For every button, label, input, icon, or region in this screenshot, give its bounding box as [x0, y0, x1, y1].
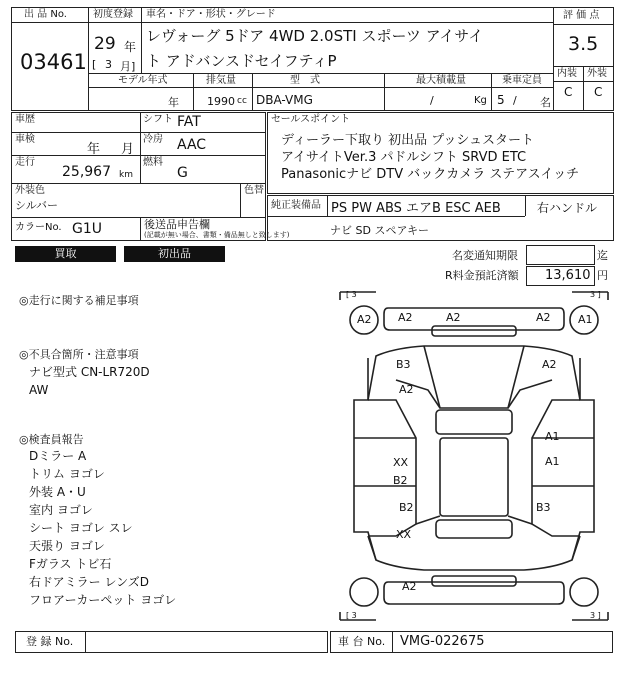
- registration-label: 登 録 No.: [26, 635, 74, 648]
- type-value: DBA-VMG: [256, 93, 313, 107]
- defect-line: AW: [29, 383, 49, 397]
- exterior-label: 外装: [587, 68, 607, 79]
- vehicle-name-line2: ト アドバンスドセイフティP: [146, 52, 337, 70]
- meter-change-unit: 迄: [597, 249, 608, 262]
- ext-color-label: 外装色: [15, 185, 45, 196]
- steering-side: 右ハンドル: [537, 201, 598, 215]
- lot-label: 出 品 No.: [24, 9, 67, 20]
- shift-value: FAT: [177, 114, 201, 130]
- recycle-value: 13,610: [545, 268, 591, 283]
- displacement-label: 排気量: [206, 75, 236, 86]
- first-registration-label: 初度登録: [93, 9, 133, 20]
- damage-mark: A1: [578, 313, 593, 326]
- vehicle-title-label: 車名・ドア・形状・グレード: [146, 9, 276, 20]
- damage-mark: A2: [542, 358, 557, 371]
- fuel-label: 燃料: [143, 157, 163, 168]
- displacement-value: 1990: [207, 95, 235, 108]
- first-registration-year: 29: [94, 34, 116, 54]
- recycle-unit: 円: [597, 269, 608, 282]
- lot-number: 03461: [20, 50, 87, 74]
- interior-grade: C: [564, 85, 573, 99]
- sales-point-line: アイサイトVer.3 パドルシフト SRVD ETC: [281, 150, 527, 165]
- equipment-label: 純正装備品: [271, 200, 321, 211]
- first-listing-banner: 初出品: [124, 246, 225, 262]
- inspector-line: Fガラス トビ石: [29, 557, 112, 571]
- inspector-line: 室内 ヨゴレ: [29, 503, 93, 517]
- damage-mark: B2: [393, 474, 408, 487]
- capacity-value: 5: [497, 93, 505, 107]
- history-label: 車歴: [15, 114, 35, 125]
- ext-color-value: シルバー: [15, 199, 58, 212]
- damage-mark: A2: [536, 311, 551, 324]
- driving-notes-heading: ◎走行に関する補足事項: [19, 294, 139, 307]
- first-registration-month: 3: [105, 58, 112, 71]
- inspector-line: 天張り ヨゴレ: [29, 539, 105, 553]
- damage-mark: A1: [545, 455, 560, 468]
- inspector-line: トリム ヨゴレ: [29, 467, 105, 481]
- damage-mark: XX: [393, 456, 409, 469]
- exterior-grade: C: [594, 85, 603, 99]
- shift-label: シフト: [143, 114, 173, 125]
- inspector-line: 右ドアミラー レンズD: [29, 575, 150, 589]
- model-year-label: モデル年式: [118, 75, 168, 86]
- chassis-number: VMG-022675: [400, 634, 485, 649]
- declaration-label: 後送品申告欄: [144, 218, 210, 231]
- capacity-label: 乗車定員: [502, 75, 542, 86]
- corner-bl: [ 3: [346, 611, 357, 620]
- equipment-line2: ナビ SD スペアキー: [330, 224, 430, 237]
- chassis-label: 車 台 No.: [338, 635, 386, 648]
- sales-point-line: ディーラー下取り 初出品 プッシュスタート: [281, 133, 535, 148]
- inspector-line: 外装 A・U: [29, 485, 86, 499]
- meter-change-label: 名変通知期限: [452, 249, 518, 262]
- damage-mark: A2: [446, 311, 461, 324]
- ac-label: 冷房: [143, 134, 163, 145]
- max-load-unit: Kg: [474, 95, 487, 106]
- color-no-label: カラーNo.: [15, 222, 62, 233]
- equipment-items: PS PW ABS エアB ESC AEB: [331, 201, 501, 216]
- defect-heading: ◎不具合箇所・注意事項: [19, 348, 139, 361]
- capacity-sep: /: [513, 94, 517, 107]
- fuel-value: G: [177, 165, 188, 181]
- type-label: 型 式: [290, 75, 320, 86]
- ac-value: AAC: [177, 137, 207, 153]
- damage-mark: B3: [536, 501, 551, 514]
- car-condition-diagram: [336, 288, 612, 624]
- inspector-line: Dミラー A: [29, 449, 87, 463]
- damage-mark: A2: [402, 580, 417, 593]
- color-no-value: G1U: [72, 221, 103, 237]
- inspection-label: 車検: [15, 134, 35, 145]
- mileage-unit: km: [119, 170, 133, 180]
- inspector-heading: ◎検査員報告: [19, 433, 84, 446]
- month-bracket: [: [92, 58, 97, 71]
- corner-tr: 3 ]: [590, 290, 601, 299]
- overall-grade: 3.5: [568, 33, 599, 55]
- inspector-line: フロアーカーペット ヨゴレ: [29, 593, 177, 607]
- interior-label: 内装: [557, 68, 577, 79]
- buy-banner: 買取: [15, 246, 116, 262]
- corner-br: 3 ]: [590, 611, 601, 620]
- sales-point-line: Panasonicナビ DTV バックカメラ ステアスイッチ: [281, 167, 580, 182]
- capacity-unit: 名: [540, 96, 551, 109]
- sales-points-label: セールスポイント: [271, 114, 351, 125]
- damage-mark: A2: [398, 311, 413, 324]
- max-load-sep: /: [430, 94, 434, 107]
- month-unit: 月]: [120, 60, 136, 73]
- vehicle-name-line1: レヴォーグ 5ドア 4WD 2.0STI スポーツ アイサイ: [146, 27, 484, 45]
- mileage-label: 走行: [15, 157, 35, 168]
- declaration-note: (記載が無い場合、書類・備品無しと致します): [144, 231, 290, 239]
- color-change-label: 色替: [244, 185, 264, 196]
- grade-label: 評 価 点: [563, 10, 600, 21]
- max-load-label: 最大積載量: [416, 75, 466, 86]
- inspector-line: シート ヨゴレ スレ: [29, 521, 133, 535]
- corner-tl: [ 3: [346, 290, 357, 299]
- damage-mark: XX: [396, 528, 412, 541]
- meter-change-box: [526, 245, 595, 265]
- year-unit: 年: [124, 40, 137, 54]
- damage-mark: A2: [357, 313, 372, 326]
- damage-mark: A1: [545, 430, 560, 443]
- damage-mark: A2: [399, 383, 414, 396]
- mileage-value: 25,967: [62, 164, 111, 180]
- model-year-unit: 年: [168, 96, 179, 109]
- recycle-label: R料金預託済額: [445, 269, 519, 282]
- displacement-unit: cc: [237, 96, 247, 106]
- defect-line: ナビ型式 CN-LR720D: [29, 365, 150, 379]
- inspection-year-unit: 年: [87, 142, 101, 157]
- inspection-month-unit: 月: [121, 142, 135, 157]
- damage-mark: B2: [399, 501, 414, 514]
- damage-mark: B3: [396, 358, 411, 371]
